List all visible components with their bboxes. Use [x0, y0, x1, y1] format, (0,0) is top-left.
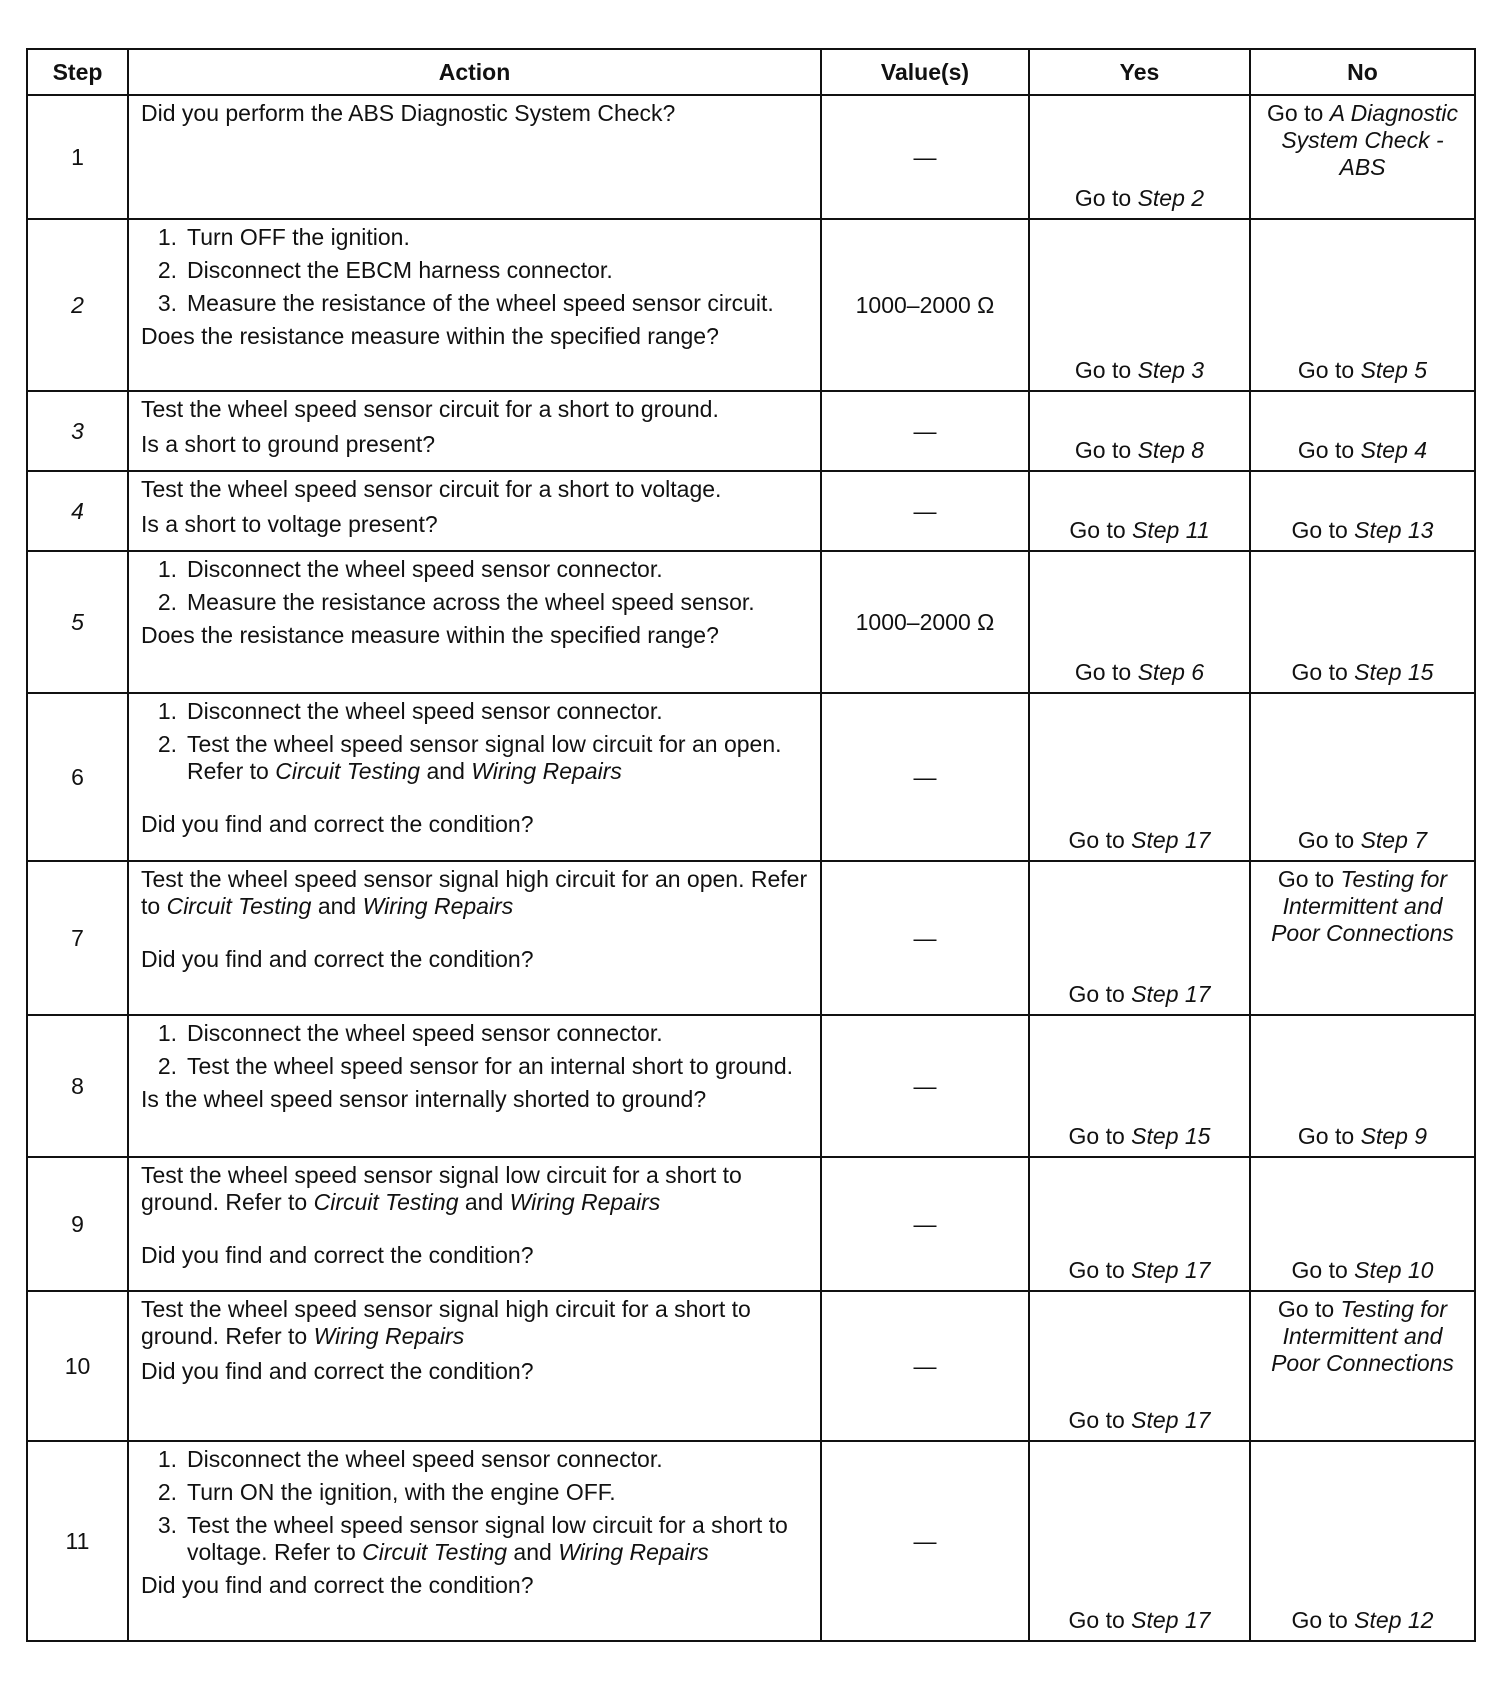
header-action: Action — [128, 49, 821, 95]
no-cell — [1250, 471, 1475, 551]
no-cell — [1250, 693, 1475, 861]
value-cell: — — [821, 1291, 1029, 1441]
step-number: 5 — [27, 551, 128, 693]
action-cell — [128, 861, 821, 1015]
goto-prefix: Go to — [1297, 357, 1355, 383]
action-cell — [128, 1157, 821, 1291]
action-text: Test the wheel speed sensor signal low circuit for a short to ground. Refer to Circuit Testing and Wiring Repairs — [141, 1162, 742, 1215]
reference-link: Circuit Testing — [275, 758, 421, 784]
goto-target: Step 4 — [1360, 437, 1428, 463]
goto-prefix: Go to — [1297, 1123, 1355, 1149]
goto-prefix: Go to — [1277, 1296, 1335, 1322]
header-yes: Yes — [1029, 49, 1250, 95]
goto-prefix: Go to — [1074, 437, 1132, 463]
action-question: Does the resistance measure within the specified range? — [141, 622, 719, 648]
goto-target: Step 5 — [1360, 357, 1428, 383]
goto-target: Step 2 — [1137, 185, 1205, 211]
no-cell — [1250, 1157, 1475, 1291]
goto-target: Step 7 — [1360, 827, 1428, 853]
header-values: Value(s) — [821, 49, 1029, 95]
table-row — [27, 861, 1475, 1015]
reference-link: Circuit Testing — [362, 1539, 508, 1565]
header-no: No — [1250, 49, 1475, 95]
yes-cell — [1029, 1441, 1250, 1641]
goto-target: Step 13 — [1354, 517, 1434, 543]
goto-target: Step 12 — [1354, 1607, 1434, 1633]
goto-prefix: Go to — [1068, 1607, 1125, 1633]
action-question: Does the resistance measure within the specified range? — [141, 323, 719, 349]
value-cell: — — [821, 1157, 1029, 1291]
goto-target: Step 3 — [1137, 357, 1205, 383]
no-cell — [1250, 1015, 1475, 1157]
action-text: Test the wheel speed sensor circuit for a short to ground. — [141, 396, 719, 422]
reference-link: Wiring Repairs — [509, 1189, 661, 1215]
action-question: Did you find and correct the condition? — [141, 1358, 534, 1384]
step-number: 4 — [27, 471, 128, 551]
value-cell: — — [821, 391, 1029, 471]
action-step: 2. Test the wheel speed sensor signal low circuit for an open. Refer to Circuit Testing and Wiring Repairs — [157, 731, 782, 784]
value-cell: — — [821, 95, 1029, 219]
goto-prefix: Go to — [1297, 437, 1355, 463]
yes-cell — [1029, 551, 1250, 693]
action-step: 1. Disconnect the wheel speed sensor connector. — [157, 698, 663, 724]
goto-prefix: Go to — [1068, 1407, 1125, 1433]
yes-cell — [1029, 1291, 1250, 1441]
action-cell — [128, 1291, 821, 1441]
step-number: 8 — [27, 1015, 128, 1157]
no-cell — [1250, 1441, 1475, 1641]
goto-target: Step 17 — [1131, 827, 1211, 853]
action-question: Did you find and correct the condition? — [141, 1572, 534, 1598]
header-step: Step — [27, 49, 128, 95]
value-cell: — — [821, 861, 1029, 1015]
yes-cell — [1029, 95, 1250, 219]
table-row — [27, 1441, 1475, 1641]
no-cell — [1250, 1291, 1475, 1441]
header-row — [27, 49, 1475, 95]
step-number: 6 — [27, 693, 128, 861]
reference-link: Wiring Repairs — [313, 1323, 465, 1349]
reference-link: Circuit Testing — [313, 1189, 459, 1215]
no-cell — [1250, 95, 1475, 219]
goto-target: Step 17 — [1131, 1607, 1211, 1633]
action-step: 2. Measure the resistance across the wheel speed sensor. — [157, 589, 755, 615]
reference-link: Wiring Repairs — [362, 893, 514, 919]
value-cell: — — [821, 471, 1029, 551]
action-question: Did you find and correct the condition? — [141, 1242, 534, 1268]
value-cell: 1000–2000 Ω — [821, 551, 1029, 693]
action-question: Did you find and correct the condition? — [141, 946, 534, 972]
action-text: Test the wheel speed sensor signal high circuit for an open. Refer to Circuit Testing and Wiring Repairs — [141, 866, 808, 919]
no-cell — [1250, 219, 1475, 391]
yes-cell — [1029, 219, 1250, 391]
action-step: 2. Test the wheel speed sensor for an internal short to ground. — [157, 1053, 794, 1079]
goto-prefix: Go to — [1074, 357, 1132, 383]
action-steps — [141, 1020, 810, 1080]
step-number: 11 — [27, 1441, 128, 1641]
table-row — [27, 1157, 1475, 1291]
goto-prefix: Go to — [1297, 827, 1355, 853]
action-cell — [128, 219, 821, 391]
table-row — [27, 693, 1475, 861]
action-steps — [141, 1446, 810, 1566]
goto-prefix: Go to — [1291, 517, 1348, 543]
table-row — [27, 391, 1475, 471]
goto-target: Step 17 — [1131, 981, 1211, 1007]
action-step: 3. Test the wheel speed sensor signal low circuit for a short to voltage. Refer to Circuit Testing and Wiring Repairs — [157, 1512, 788, 1565]
action-step: 3. Measure the resistance of the wheel speed sensor circuit. — [157, 290, 774, 316]
goto-target: Step 8 — [1137, 437, 1205, 463]
goto-prefix: Go to — [1291, 1607, 1348, 1633]
action-cell — [128, 551, 821, 693]
step-number: 3 — [27, 391, 128, 471]
action-text: Test the wheel speed sensor circuit for a short to voltage. — [141, 476, 722, 502]
action-text: Test the wheel speed sensor signal high circuit for a short to ground. Refer to Wiring Repairs — [141, 1296, 751, 1349]
action-steps — [141, 224, 810, 317]
action-steps — [141, 556, 810, 616]
action-step: 2. Turn ON the ignition, with the engine OFF. — [157, 1479, 616, 1505]
action-steps — [141, 698, 810, 785]
goto-prefix: Go to — [1291, 659, 1348, 685]
goto-target: Testing for Intermittent and Poor Connections — [1271, 1296, 1454, 1376]
action-question: Is a short to ground present? — [141, 431, 436, 457]
yes-cell — [1029, 1157, 1250, 1291]
action-question: Did you find and correct the condition? — [141, 811, 534, 837]
goto-prefix: Go to — [1074, 185, 1132, 211]
value-cell: — — [821, 693, 1029, 861]
action-cell — [128, 693, 821, 861]
action-step: 1. Disconnect the wheel speed sensor connector. — [157, 1020, 663, 1046]
goto-prefix: Go to — [1267, 100, 1324, 126]
step-number: 2 — [27, 219, 128, 391]
action-step: 1. Disconnect the wheel speed sensor connector. — [157, 1446, 663, 1472]
step-number: 1 — [27, 95, 128, 219]
action-cell — [128, 1015, 821, 1157]
action-cell — [128, 1441, 821, 1641]
goto-target: Step 10 — [1354, 1257, 1434, 1283]
goto-target: A Diagnostic System Check - ABS — [1281, 100, 1458, 180]
goto-prefix: Go to — [1068, 1257, 1125, 1283]
goto-target: Step 11 — [1132, 517, 1210, 543]
goto-target: Step 9 — [1360, 1123, 1428, 1149]
action-step: 1. Turn OFF the ignition. — [157, 224, 410, 250]
goto-prefix: Go to — [1068, 981, 1125, 1007]
action-step: 2. Disconnect the EBCM harness connector. — [157, 257, 613, 283]
yes-cell — [1029, 1015, 1250, 1157]
goto-target: Step 6 — [1137, 659, 1205, 685]
goto-target: Step 17 — [1131, 1257, 1211, 1283]
table-row — [27, 1291, 1475, 1441]
goto-target: Testing for Intermittent and Poor Connections — [1271, 866, 1454, 946]
action-question: Did you perform the ABS Diagnostic System Check? — [141, 100, 676, 126]
action-cell — [128, 95, 821, 219]
step-number: 9 — [27, 1157, 128, 1291]
yes-cell — [1029, 693, 1250, 861]
reference-link: Wiring Repairs — [558, 1539, 709, 1565]
goto-target: Step 15 — [1354, 659, 1434, 685]
no-cell — [1250, 391, 1475, 471]
table-row — [27, 1015, 1475, 1157]
yes-cell — [1029, 861, 1250, 1015]
table-row — [27, 471, 1475, 551]
value-cell: — — [821, 1015, 1029, 1157]
table-row — [27, 219, 1475, 391]
table-row — [27, 95, 1475, 219]
value-cell: 1000–2000 Ω — [821, 219, 1029, 391]
goto-prefix: Go to — [1291, 1257, 1348, 1283]
reference-link: Circuit Testing — [166, 893, 312, 919]
yes-cell — [1029, 471, 1250, 551]
goto-target: Step 15 — [1131, 1123, 1211, 1149]
value-cell: — — [821, 1441, 1029, 1641]
goto-prefix: Go to — [1068, 1123, 1125, 1149]
no-cell — [1250, 861, 1475, 1015]
no-cell — [1250, 551, 1475, 693]
table-row — [27, 551, 1475, 693]
goto-prefix: Go to — [1068, 827, 1125, 853]
reference-link: Wiring Repairs — [471, 758, 622, 784]
step-number: 7 — [27, 861, 128, 1015]
diagnostic-table — [26, 48, 1476, 1642]
goto-prefix: Go to — [1069, 517, 1126, 543]
step-number: 10 — [27, 1291, 128, 1441]
action-cell — [128, 391, 821, 471]
goto-prefix: Go to — [1074, 659, 1132, 685]
action-cell — [128, 471, 821, 551]
action-question: Is the wheel speed sensor internally shorted to ground? — [141, 1086, 707, 1112]
goto-prefix: Go to — [1277, 866, 1335, 892]
yes-cell — [1029, 391, 1250, 471]
goto-target: Step 17 — [1131, 1407, 1211, 1433]
action-step: 1. Disconnect the wheel speed sensor connector. — [157, 556, 663, 582]
action-question: Is a short to voltage present? — [141, 511, 438, 537]
